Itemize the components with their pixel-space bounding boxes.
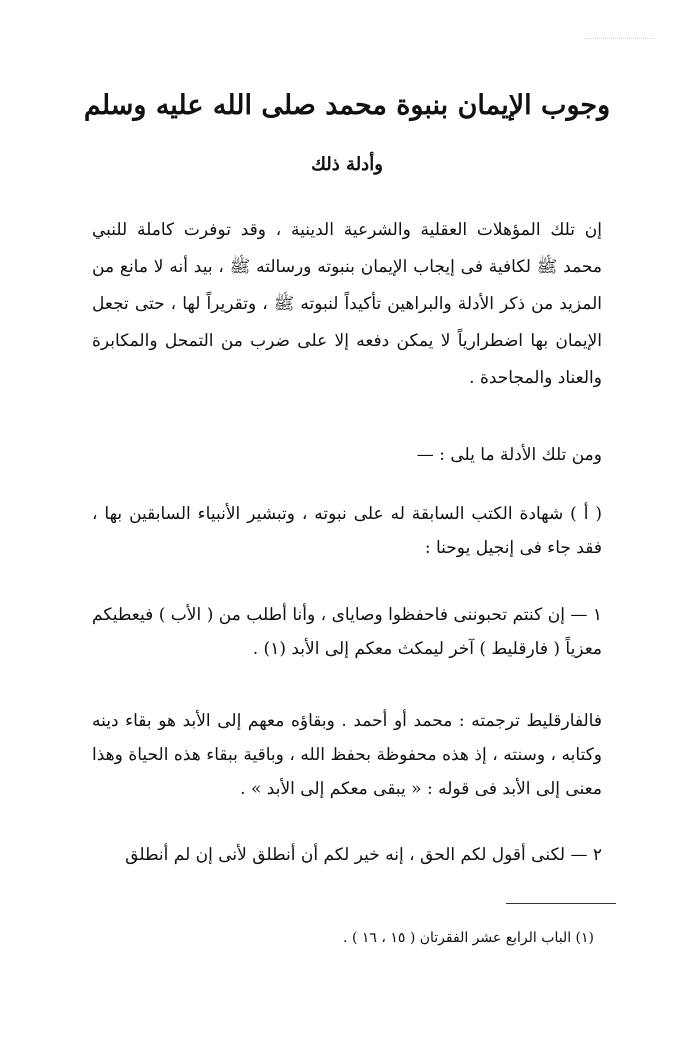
chapter-title: وجوب الإيمان بنبوة محمد صلى الله عليه وسلم <box>83 90 611 121</box>
footnote-divider <box>506 903 616 904</box>
chapter-subtitle: وأدلة ذلك <box>311 154 383 175</box>
paragraph-quote-2: ٢ — لكنى أقول لكم الحق ، إنه خير لكم أن أنطلق لأنى إن لم أنطلق <box>125 845 602 865</box>
paragraph-explanation: فالفارقليط ترجمته : محمد أو أحمد . وبقاؤه معهم إلى الأبد هو بقاء دينه وكتابه ، وسنته ، إذ هذه محفوظة بحفظ الله ، وباقية ببقاء هذه الحياة وهذا معنى إلى الأبد فى قوله : « يبقى معكم إلى الأبد » . <box>92 711 602 799</box>
footnote: (١) الباب الرابع عشر الفقرتان ( ١٥ ، ١٦ ) . <box>343 930 594 946</box>
paragraph-evidence-a: ( أ ) شهادة الكتب السابقة له على نبوته ، وتبشير الأنبياء السابقين بها ، فقد جاء فى إنجيل يوحنا : <box>92 504 602 558</box>
paragraph-quote-1: ١ — إن كنتم تحبوننى فاحفظوا وصاياى ، وأنا أطلب من ( الأب ) فيعطيكم معزياً ( فارقليط ) آخر ليمكث معكم إلى الأبد (١) . <box>92 605 602 659</box>
paragraph-evidence-lead: ومن تلك الأدلة ما يلى : — <box>416 445 602 465</box>
paragraph-intro: إن تلك المؤهلات العقلية والشرعية الدينية ، وقد توفرت كاملة للنبي محمد ﷺ لكافية فى إيجاب الإيمان بنبوته ورسالته ﷺ ، بيد أنه لا مانع من المزيد من ذكر الأدلة والبراهين تأكيداً لنبوته ﷺ ، وتقريراً لها ، حتى تجعل الإيمان بها اضطرارياً لا يمكن دفعه إلا على ضرب من التمحل والمكابرة والعناد والمجاحدة . <box>92 220 602 388</box>
scan-speck <box>584 38 654 45</box>
